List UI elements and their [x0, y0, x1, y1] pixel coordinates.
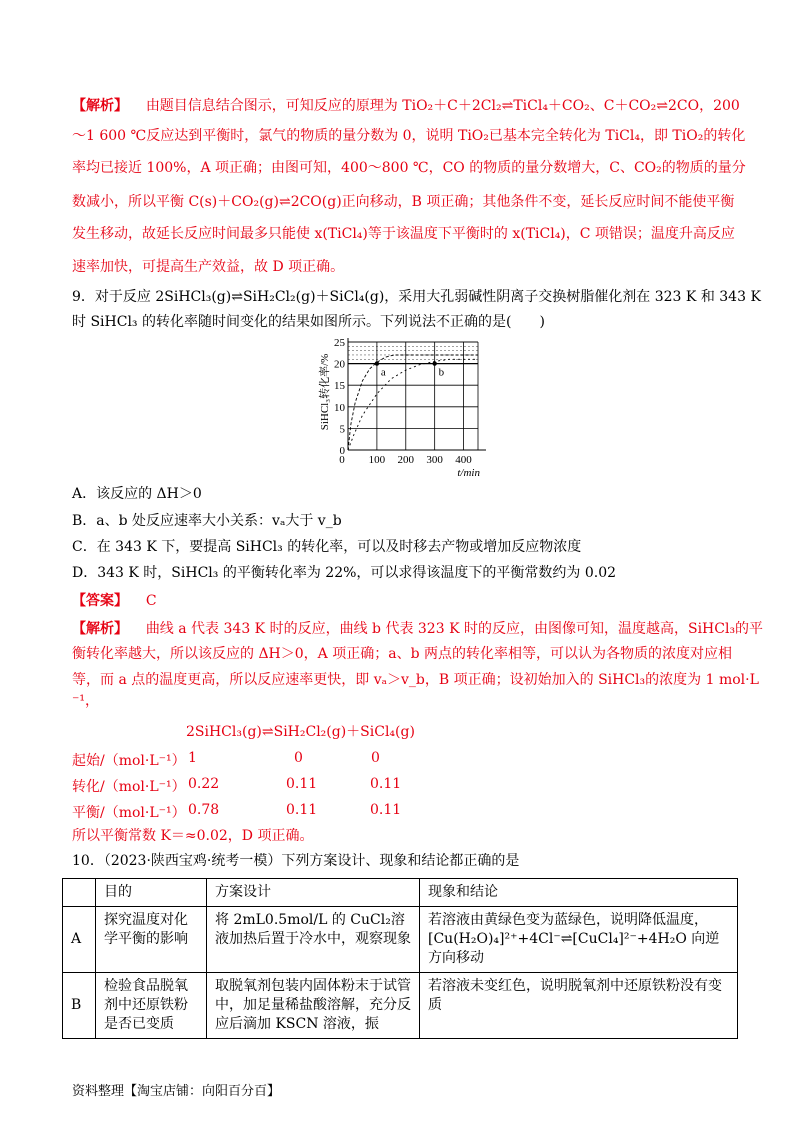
point-label-a: a	[380, 366, 386, 379]
q9-conclusion: 所以平衡常数 K＝≈0.02，D 项正确。	[72, 828, 314, 844]
table-header-row	[63, 879, 738, 907]
row-purpose: 检验食品脱氧剂中还原铁粉是否已变质	[96, 973, 207, 1039]
analysis1-text-1: 由题目信息结合图示，可知反应的原理为 TiO₂＋C＋2Cl₂⇌TiCl₄＋CO₂、C＋CO₂⇌2CO，200	[145, 98, 740, 114]
series-line-a	[348, 355, 478, 450]
analysis1-line-2: ～1 600 ℃反应达到平衡时，氯气的物质的量分数为 0，说明 TiO₂已基本完全转化为 TiCl₄，即 TiO₂的转化	[72, 128, 746, 144]
q9-analysis-line-3: 等，而 a 点的温度更高，所以反应速率更快，即 vₐ＞v_b，B 项正确；设初始加入的 SiHCl₃的浓度为 1 mol·L	[72, 672, 759, 688]
row-result: 若溶液未变红色，说明脱氧剂中还原铁粉没有变质	[420, 973, 738, 1039]
answer-value: C	[145, 593, 157, 609]
q9-stem-line-2: 时 SiHCl₃ 的转化率随时间变化的结果如图所示。下列说法不正确的是( )	[72, 314, 545, 330]
x-axis-label: t/min	[457, 467, 480, 479]
row-design: 将 2mL0.5mol/L 的 CuCl₂溶液加热后置于冷水中，观察现象	[207, 907, 420, 973]
row-value-b: 0.11	[286, 802, 318, 818]
x-tick-label: 300	[426, 454, 443, 466]
row-value-b: 0	[294, 750, 303, 766]
row-label: 平衡/（mol·L⁻¹）	[72, 805, 186, 821]
y-tick-label: 0	[339, 445, 345, 457]
q9-option-b: B．a、b 处反应速率大小关系：vₐ大于 v_b	[72, 513, 342, 529]
row-label: 转化/（mol·L⁻¹）	[72, 779, 186, 795]
analysis1-tag: 【解析】	[72, 98, 128, 114]
row-result: 若溶液由黄绿色变为蓝绿色，说明降低温度，[Cu(H₂O)₄]²⁺+4Cl⁻⇌[CuCl₄]²⁻+4H₂O 向逆方向移动	[420, 907, 738, 973]
x-tick-label: 200	[397, 454, 415, 466]
conversion-rate-chart	[308, 336, 498, 481]
row-value-c: 0	[371, 750, 380, 766]
q9-option-d: D．343 K 时，SiHCl₃ 的平衡转化率为 22%，可以求得该温度下的平衡常数约为 0.02	[72, 565, 617, 581]
header-cell-purpose: 目的	[96, 879, 207, 907]
y-tick-label: 20	[334, 358, 345, 371]
footer-source: 资料整理【淘宝店铺：向阳百分百】	[72, 1084, 281, 1099]
q9-analysis-line-2: 衡转化率越大，所以该反应的 ΔH＞0，A 项正确；a、b 两点的转化率相等，可以认为各物质的浓度对应相	[72, 646, 732, 662]
q9-analysis-line-4: ⁻¹，	[72, 693, 100, 709]
row-value-c: 0.11	[370, 776, 402, 792]
y-tick-label: 5	[339, 423, 345, 436]
analysis1-line-3: 率均已接近 100%，A 项正确；由图可知，400～800 ℃，CO 的物质的量分数增大，C、CO₂的物质的量分	[72, 160, 746, 176]
table-row	[63, 907, 738, 973]
analysis1-line-5: 发生移动，故延长反应时间最多只能使 x(TiCl₄)等于该温度下平衡时的 x(TiCl₄)，C 项错误；温度升高反应	[72, 226, 735, 242]
header-cell-index	[63, 879, 96, 907]
q9-option-a: A．该反应的 ΔH＞0	[72, 486, 202, 502]
y-axis-label: SiHCl₃转化率/%	[319, 353, 331, 431]
row-value-a: 0.22	[188, 776, 220, 792]
data-point-b	[432, 361, 436, 365]
row-value-a: 1	[188, 750, 197, 766]
q9-stem-line-1: 9．对于反应 2SiHCl₃(g)⇌SiH₂Cl₂(g)＋SiCl₄(g)，采用大孔弱碱性阴离子交换树脂催化剂在 323 K 和 343 K	[72, 289, 761, 305]
chart-root	[317, 337, 486, 479]
q9-equation: 2SiHCl₃(g)⇌SiH₂Cl₂(g)＋SiCl₄(g)	[186, 724, 415, 740]
y-tick-label: 25	[334, 337, 345, 349]
q9-option-c: C．在 343 K 下，要提高 SiHCl₃ 的转化率，可以及时移去产物或增加反应物浓度	[72, 539, 582, 555]
header-cell-design: 方案设计	[207, 879, 420, 907]
q9-analysis-text-1: 曲线 a 代表 343 K 时的反应，曲线 b 代表 323 K 时的反应，由图像可知，温度越高，SiHCl₃的平	[145, 621, 764, 637]
row-design: 取脱氧剂包装内固体粉末于试管中，加足量稀盐酸溶解，充分反应后滴加 KSCN 溶液，振	[207, 973, 420, 1039]
x-tick-label: 400	[455, 454, 472, 466]
row-value-a: 0.78	[188, 802, 220, 818]
analysis-tag: 【解析】	[72, 621, 128, 637]
row-value-b: 0.11	[286, 776, 318, 792]
analysis1-line-1	[72, 96, 740, 116]
row-value-c: 0.11	[370, 802, 402, 818]
analysis1-line-6: 速率加快，可提高生产效益，故 D 项正确。	[72, 259, 345, 275]
x-tick-label: 0	[339, 454, 345, 466]
row-purpose: 探究温度对化学平衡的影响	[96, 907, 207, 973]
row-key: B	[63, 973, 96, 1039]
header-cell-result: 现象和结论	[420, 879, 738, 907]
y-tick-label: 15	[334, 380, 345, 393]
point-label-b: b	[438, 366, 445, 379]
q10-stem: 10．（2023·陕西宝鸡·统考一模）下列方案设计、现象和结论都正确的是	[72, 853, 520, 869]
x-tick-label: 100	[368, 454, 386, 466]
row-key: A	[63, 907, 96, 973]
q10-table	[62, 878, 738, 1039]
answer-tag: 【答案】	[72, 593, 128, 609]
q9-analysis-line-1	[72, 619, 763, 639]
row-label: 起始/（mol·L⁻¹）	[72, 753, 186, 769]
table-row	[63, 973, 738, 1039]
q9-answer	[72, 591, 157, 611]
data-point-a	[375, 361, 379, 365]
y-tick-label: 10	[334, 401, 345, 414]
analysis1-line-4: 数减小，所以平衡 C(s)＋CO₂(g)⇌2CO(g)正向移动，B 项正确；其他条件不变，延长反应时间不能使平衡	[72, 194, 735, 210]
